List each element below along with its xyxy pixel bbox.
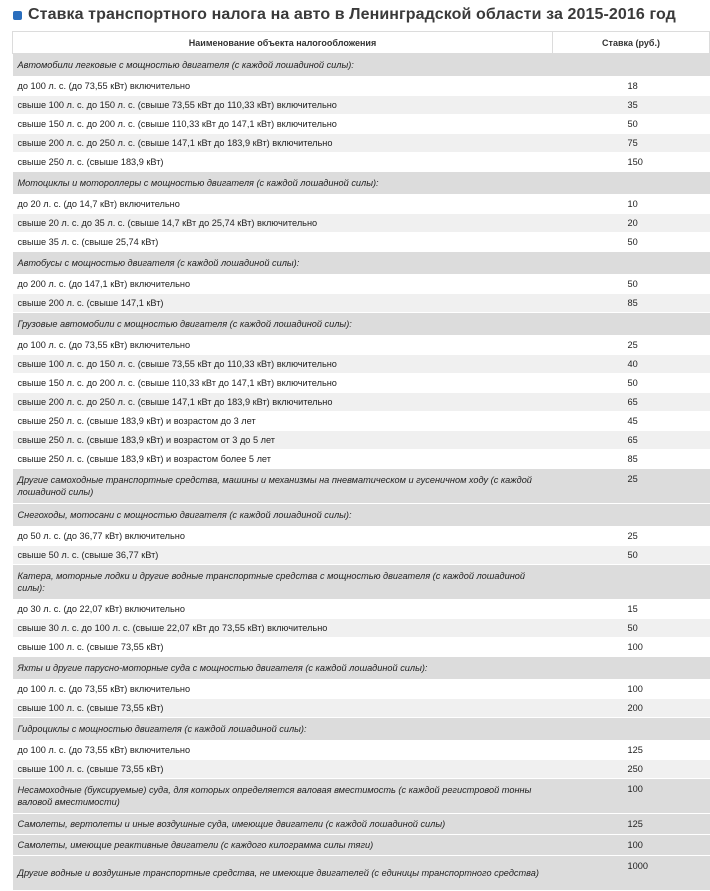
table-row xyxy=(13,680,710,699)
note-row xyxy=(13,856,710,891)
object-name-cell: Мотоциклы и мотороллеры с мощностью двигателя (с каждой лошадиной силы): xyxy=(13,172,553,195)
table-row xyxy=(13,77,710,96)
table-row xyxy=(13,431,710,450)
object-name-cell: Несамоходные (буксируемые) суда, для которых определяется валовая вместимость (с каждой регистровой тонны валовой вместимости) xyxy=(13,779,553,814)
category-row xyxy=(13,172,710,195)
table-row xyxy=(13,195,710,214)
table-body xyxy=(13,54,710,891)
table-row xyxy=(13,638,710,657)
object-name-cell: Грузовые автомобили с мощностью двигателя (с каждой лошадиной силы): xyxy=(13,313,553,336)
square-bullet-icon xyxy=(13,11,22,20)
rate-cell: 50 xyxy=(553,115,710,134)
object-name-cell: Яхты и другие парусно-моторные суда с мощностью двигателя (с каждой лошадиной силы): xyxy=(13,657,553,680)
object-name-cell: до 100 л. с. (до 73,55 кВт) включительно xyxy=(13,77,553,96)
object-name-cell: свыше 150 л. с. до 200 л. с. (свыше 110,33 кВт до 147,1 кВт) включительно xyxy=(13,374,553,393)
rate-cell: 50 xyxy=(553,619,710,638)
object-name-cell: Другие самоходные транспортные средства, машины и механизмы на пневматическом и гусеничном ходу (с каждой лошадиной силы) xyxy=(13,469,553,504)
note-row xyxy=(13,469,710,504)
rate-cell: 25 xyxy=(553,336,710,355)
rate-cell xyxy=(553,504,710,527)
object-name-cell: до 30 л. с. (до 22,07 кВт) включительно xyxy=(13,600,553,619)
object-name-cell: до 20 л. с. (до 14,7 кВт) включительно xyxy=(13,195,553,214)
table-row xyxy=(13,153,710,172)
rate-cell: 65 xyxy=(553,431,710,450)
object-name-cell: свыше 50 л. с. (свыше 36,77 кВт) xyxy=(13,546,553,565)
table-row xyxy=(13,115,710,134)
table-row xyxy=(13,275,710,294)
category-row xyxy=(13,313,710,336)
rate-cell: 100 xyxy=(553,779,710,814)
column-header-object: Наименование объекта налогообложения xyxy=(13,32,553,54)
object-name-cell: свыше 100 л. с. (свыше 73,55 кВт) xyxy=(13,760,553,779)
object-name-cell: свыше 100 л. с. до 150 л. с. (свыше 73,55 кВт до 110,33 кВт) включительно xyxy=(13,96,553,115)
rate-cell: 150 xyxy=(553,153,710,172)
table-header-row xyxy=(13,32,710,54)
category-row xyxy=(13,54,710,77)
object-name-cell: свыше 100 л. с. (свыше 73,55 кВт) xyxy=(13,638,553,657)
object-name-cell: свыше 250 л. с. (свыше 183,9 кВт) и возрастом от 3 до 5 лет xyxy=(13,431,553,450)
table-row xyxy=(13,134,710,153)
table-row xyxy=(13,546,710,565)
rate-cell xyxy=(553,657,710,680)
column-header-rate: Ставка (руб.) xyxy=(553,32,710,54)
object-name-cell: Катера, моторные лодки и другие водные транспортные средства с мощностью двигателя (с каждой лошадиной силы): xyxy=(13,565,553,600)
table-row xyxy=(13,214,710,233)
rate-cell: 200 xyxy=(553,699,710,718)
object-name-cell: до 50 л. с. (до 36,77 кВт) включительно xyxy=(13,527,553,546)
rate-cell xyxy=(553,172,710,195)
object-name-cell: Автомобили легковые с мощностью двигателя (с каждой лошадиной силы): xyxy=(13,54,553,77)
object-name-cell: свыше 200 л. с. до 250 л. с. (свыше 147,1 кВт до 183,9 кВт) включительно xyxy=(13,134,553,153)
object-name-cell: Снегоходы, мотосани с мощностью двигателя (с каждой лошадиной силы): xyxy=(13,504,553,527)
object-name-cell: свыше 200 л. с. (свыше 147,1 кВт) xyxy=(13,294,553,313)
rate-cell: 85 xyxy=(553,294,710,313)
table-row xyxy=(13,336,710,355)
rate-cell: 100 xyxy=(553,638,710,657)
object-name-cell: свыше 150 л. с. до 200 л. с. (свыше 110,33 кВт до 147,1 кВт) включительно xyxy=(13,115,553,134)
tax-rate-table xyxy=(12,31,710,891)
rate-cell: 250 xyxy=(553,760,710,779)
object-name-cell: Гидроциклы с мощностью двигателя (с каждой лошадиной силы): xyxy=(13,718,553,741)
table-row xyxy=(13,600,710,619)
table-row xyxy=(13,699,710,718)
rate-cell xyxy=(553,252,710,275)
table-row xyxy=(13,450,710,469)
table-row xyxy=(13,393,710,412)
category-row xyxy=(13,657,710,680)
rate-cell: 50 xyxy=(553,546,710,565)
object-name-cell: свыше 35 л. с. (свыше 25,74 кВт) xyxy=(13,233,553,252)
rate-cell: 45 xyxy=(553,412,710,431)
rate-cell: 100 xyxy=(553,680,710,699)
object-name-cell: до 200 л. с. (до 147,1 кВт) включительно xyxy=(13,275,553,294)
object-name-cell: свыше 250 л. с. (свыше 183,9 кВт) и возрастом более 5 лет xyxy=(13,450,553,469)
table-row xyxy=(13,374,710,393)
object-name-cell: Автобусы с мощностью двигателя (с каждой лошадиной силы): xyxy=(13,252,553,275)
table-row xyxy=(13,412,710,431)
table-row xyxy=(13,619,710,638)
object-name-cell: Самолеты, имеющие реактивные двигатели (с каждого килограмма силы тяги) xyxy=(13,835,553,856)
object-name-cell: свыше 250 л. с. (свыше 183,9 кВт) и возрастом до 3 лет xyxy=(13,412,553,431)
note-row xyxy=(13,779,710,814)
table-row xyxy=(13,294,710,313)
object-name-cell: Другие водные и воздушные транспортные средства, не имеющие двигателей (с единицы транспортного средства) xyxy=(13,856,553,891)
rate-cell: 125 xyxy=(553,814,710,835)
table-row xyxy=(13,355,710,374)
object-name-cell: до 100 л. с. (до 73,55 кВт) включительно xyxy=(13,680,553,699)
object-name-cell: Самолеты, вертолеты и иные воздушные суда, имеющие двигатели (с каждой лошадиной силы) xyxy=(13,814,553,835)
rate-cell: 50 xyxy=(553,233,710,252)
object-name-cell: свыше 250 л. с. (свыше 183,9 кВт) xyxy=(13,153,553,172)
category-row xyxy=(13,718,710,741)
rate-cell xyxy=(553,313,710,336)
table-row xyxy=(13,741,710,760)
rate-cell: 85 xyxy=(553,450,710,469)
table-row xyxy=(13,527,710,546)
rate-cell: 125 xyxy=(553,741,710,760)
table-row xyxy=(13,96,710,115)
rate-cell: 25 xyxy=(553,527,710,546)
note-row xyxy=(13,835,710,856)
rate-cell: 65 xyxy=(553,393,710,412)
object-name-cell: свыше 20 л. с. до 35 л. с. (свыше 14,7 кВт до 25,74 кВт) включительно xyxy=(13,214,553,233)
rate-cell xyxy=(553,565,710,600)
rate-cell: 15 xyxy=(553,600,710,619)
rate-cell: 75 xyxy=(553,134,710,153)
note-row xyxy=(13,814,710,835)
rate-cell: 10 xyxy=(553,195,710,214)
object-name-cell: свыше 100 л. с. до 150 л. с. (свыше 73,55 кВт до 110,33 кВт) включительно xyxy=(13,355,553,374)
category-row xyxy=(13,504,710,527)
object-name-cell: до 100 л. с. (до 73,55 кВт) включительно xyxy=(13,741,553,760)
rate-cell: 1000 xyxy=(553,856,710,891)
object-name-cell: свыше 200 л. с. до 250 л. с. (свыше 147,1 кВт до 183,9 кВт) включительно xyxy=(13,393,553,412)
title-bar xyxy=(0,0,710,30)
rate-cell: 35 xyxy=(553,96,710,115)
rate-cell xyxy=(553,718,710,741)
object-name-cell: свыше 100 л. с. (свыше 73,55 кВт) xyxy=(13,699,553,718)
object-name-cell: до 100 л. с. (до 73,55 кВт) включительно xyxy=(13,336,553,355)
page-title: Ставка транспортного налога на авто в Ленинградской области за 2015-2016 год xyxy=(28,6,676,23)
object-name-cell: свыше 30 л. с. до 100 л. с. (свыше 22,07 кВт до 73,55 кВт) включительно xyxy=(13,619,553,638)
rate-cell: 100 xyxy=(553,835,710,856)
rate-cell: 50 xyxy=(553,374,710,393)
rate-cell: 20 xyxy=(553,214,710,233)
category-row xyxy=(13,565,710,600)
category-row xyxy=(13,252,710,275)
rate-cell: 50 xyxy=(553,275,710,294)
rate-cell: 40 xyxy=(553,355,710,374)
rate-cell: 18 xyxy=(553,77,710,96)
rate-cell: 25 xyxy=(553,469,710,504)
table-row xyxy=(13,760,710,779)
rate-cell xyxy=(553,54,710,77)
table-row xyxy=(13,233,710,252)
